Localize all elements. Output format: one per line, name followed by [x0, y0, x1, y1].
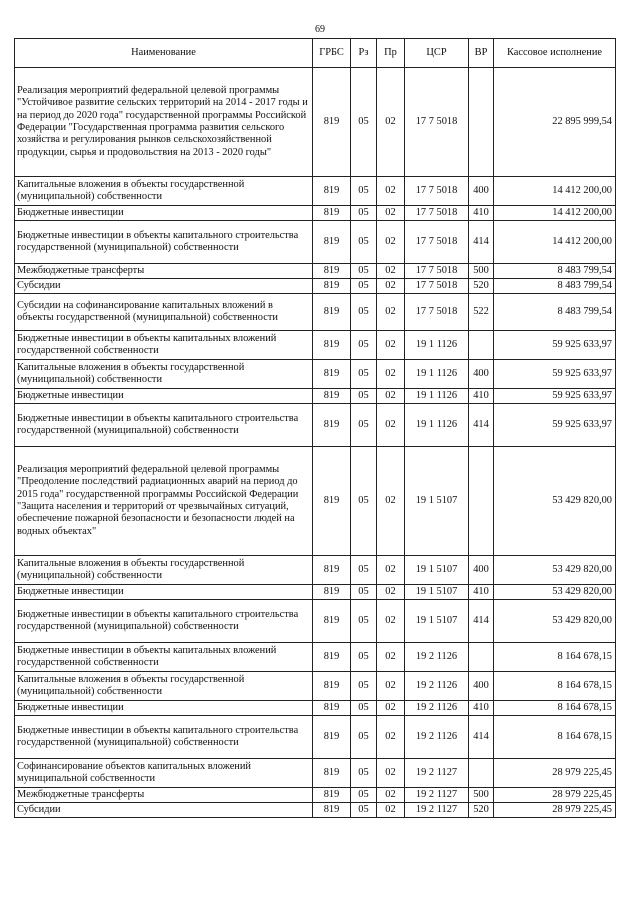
cell-amount: 22 895 999,54 [494, 68, 616, 177]
cell-amount: 8 164 678,15 [494, 643, 616, 672]
cell-pr: 02 [377, 556, 405, 585]
cell-pr: 02 [377, 68, 405, 177]
cell-vr: 414 [469, 221, 494, 264]
table-row [15, 68, 616, 177]
cell-name: Софинансирование объектов капитальных вложений муниципальной собственности [15, 759, 313, 788]
table-row [15, 759, 616, 788]
cell-csr: 19 1 1126 [405, 389, 469, 404]
cell-csr: 19 2 1126 [405, 672, 469, 701]
cell-pr: 02 [377, 389, 405, 404]
cell-pr: 02 [377, 600, 405, 643]
cell-grbs: 819 [313, 279, 351, 294]
header-rz: Рз [351, 39, 377, 68]
cell-name: Бюджетные инвестиции в объекты капитальных вложений государственной собственности [15, 331, 313, 360]
header-pr: Пр [377, 39, 405, 68]
table-row [15, 279, 616, 294]
cell-rz: 05 [351, 585, 377, 600]
cell-csr: 19 2 1126 [405, 643, 469, 672]
cell-name: Реализация мероприятий федеральной целевой программы "Преодоление последствий радиационных аварий на период до 2015 года" государственной программы Российской Федерации "Защита населения и территорий от чрезвычайных ситуаций, обеспечение пожарной безопасности и безопасности людей на водных объектах" [15, 447, 313, 556]
cell-grbs: 819 [313, 404, 351, 447]
cell-pr: 02 [377, 803, 405, 818]
cell-rz: 05 [351, 360, 377, 389]
table-row [15, 404, 616, 447]
cell-amount: 14 412 200,00 [494, 221, 616, 264]
table-row [15, 672, 616, 701]
cell-grbs: 819 [313, 206, 351, 221]
cell-name: Субсидии [15, 279, 313, 294]
table-header-row [15, 39, 616, 68]
table-row [15, 788, 616, 803]
cell-pr: 02 [377, 294, 405, 331]
cell-csr: 17 7 5018 [405, 264, 469, 279]
cell-name: Бюджетные инвестиции [15, 585, 313, 600]
cell-pr: 02 [377, 279, 405, 294]
cell-csr: 19 1 5107 [405, 447, 469, 556]
cell-csr: 19 1 5107 [405, 585, 469, 600]
cell-csr: 17 7 5018 [405, 177, 469, 206]
cell-pr: 02 [377, 177, 405, 206]
cell-name: Бюджетные инвестиции [15, 701, 313, 716]
cell-name: Капитальные вложения в объекты государственной (муниципальной) собственности [15, 360, 313, 389]
cell-name: Субсидии [15, 803, 313, 818]
header-grbs: ГРБС [313, 39, 351, 68]
cell-vr: 400 [469, 672, 494, 701]
cell-rz: 05 [351, 701, 377, 716]
page-number: 69 [315, 24, 325, 35]
header-csr: ЦСР [405, 39, 469, 68]
cell-rz: 05 [351, 643, 377, 672]
cell-rz: 05 [351, 600, 377, 643]
table-row [15, 643, 616, 672]
cell-csr: 19 1 1126 [405, 331, 469, 360]
cell-csr: 19 1 1126 [405, 404, 469, 447]
cell-rz: 05 [351, 672, 377, 701]
cell-grbs: 819 [313, 701, 351, 716]
cell-grbs: 819 [313, 585, 351, 600]
budget-execution-table [14, 38, 616, 818]
cell-csr: 19 2 1126 [405, 716, 469, 759]
cell-rz: 05 [351, 389, 377, 404]
table-body [15, 68, 616, 818]
table-row [15, 360, 616, 389]
cell-name: Капитальные вложения в объекты государственной (муниципальной) собственности [15, 556, 313, 585]
cell-name: Субсидии на софинансирование капитальных вложений в объекты государственной (муниципальной) собственности [15, 294, 313, 331]
cell-grbs: 819 [313, 788, 351, 803]
cell-pr: 02 [377, 331, 405, 360]
cell-amount: 8 164 678,15 [494, 672, 616, 701]
cell-pr: 02 [377, 585, 405, 600]
cell-grbs: 819 [313, 600, 351, 643]
cell-name: Бюджетные инвестиции [15, 389, 313, 404]
cell-rz: 05 [351, 279, 377, 294]
table-row [15, 600, 616, 643]
cell-rz: 05 [351, 788, 377, 803]
cell-pr: 02 [377, 759, 405, 788]
cell-vr: 520 [469, 803, 494, 818]
cell-amount: 59 925 633,97 [494, 389, 616, 404]
cell-amount: 8 483 799,54 [494, 279, 616, 294]
cell-csr: 19 1 5107 [405, 556, 469, 585]
table-row [15, 585, 616, 600]
cell-amount: 59 925 633,97 [494, 404, 616, 447]
cell-amount: 8 483 799,54 [494, 264, 616, 279]
table-row [15, 389, 616, 404]
cell-grbs: 819 [313, 759, 351, 788]
table-row [15, 556, 616, 585]
cell-rz: 05 [351, 556, 377, 585]
cell-grbs: 819 [313, 68, 351, 177]
cell-amount: 53 429 820,00 [494, 600, 616, 643]
cell-pr: 02 [377, 221, 405, 264]
header-name: Наименование [15, 39, 313, 68]
cell-pr: 02 [377, 264, 405, 279]
cell-csr: 19 2 1127 [405, 759, 469, 788]
cell-name: Бюджетные инвестиции в объекты капитального строительства государственной (муниципальной) собственности [15, 600, 313, 643]
table-row [15, 331, 616, 360]
cell-csr: 17 7 5018 [405, 294, 469, 331]
table-row [15, 206, 616, 221]
table-row [15, 803, 616, 818]
table-row [15, 221, 616, 264]
cell-name: Бюджетные инвестиции в объекты капитального строительства государственной (муниципальной) собственности [15, 221, 313, 264]
cell-vr: 400 [469, 556, 494, 585]
cell-vr: 414 [469, 404, 494, 447]
cell-grbs: 819 [313, 264, 351, 279]
table-row [15, 177, 616, 206]
table-row [15, 716, 616, 759]
cell-vr [469, 447, 494, 556]
cell-vr: 410 [469, 701, 494, 716]
cell-name: Капитальные вложения в объекты государственной (муниципальной) собственности [15, 177, 313, 206]
cell-csr: 19 2 1127 [405, 803, 469, 818]
cell-vr: 400 [469, 177, 494, 206]
cell-csr: 17 7 5018 [405, 279, 469, 294]
cell-vr: 500 [469, 788, 494, 803]
cell-pr: 02 [377, 672, 405, 701]
cell-name: Бюджетные инвестиции [15, 206, 313, 221]
cell-name: Бюджетные инвестиции в объекты капитального строительства государственной (муниципальной) собственности [15, 404, 313, 447]
cell-grbs: 819 [313, 556, 351, 585]
cell-vr: 500 [469, 264, 494, 279]
cell-amount: 8 164 678,15 [494, 716, 616, 759]
cell-amount: 53 429 820,00 [494, 585, 616, 600]
cell-amount: 28 979 225,45 [494, 788, 616, 803]
cell-rz: 05 [351, 264, 377, 279]
cell-vr: 414 [469, 716, 494, 759]
cell-grbs: 819 [313, 360, 351, 389]
cell-rz: 05 [351, 447, 377, 556]
cell-name: Капитальные вложения в объекты государственной (муниципальной) собственности [15, 672, 313, 701]
table-row [15, 701, 616, 716]
cell-name: Межбюджетные трансферты [15, 788, 313, 803]
cell-vr [469, 643, 494, 672]
cell-grbs: 819 [313, 221, 351, 264]
cell-vr: 414 [469, 600, 494, 643]
header-amount: Кассовое исполнение [494, 39, 616, 68]
cell-grbs: 819 [313, 177, 351, 206]
cell-rz: 05 [351, 716, 377, 759]
cell-name: Межбюджетные трансферты [15, 264, 313, 279]
cell-csr: 19 2 1127 [405, 788, 469, 803]
cell-amount: 28 979 225,45 [494, 759, 616, 788]
cell-pr: 02 [377, 404, 405, 447]
cell-csr: 19 2 1126 [405, 701, 469, 716]
cell-amount: 8 164 678,15 [494, 701, 616, 716]
cell-grbs: 819 [313, 389, 351, 404]
cell-pr: 02 [377, 643, 405, 672]
table-row [15, 294, 616, 331]
cell-csr: 17 7 5018 [405, 68, 469, 177]
cell-rz: 05 [351, 177, 377, 206]
cell-vr [469, 759, 494, 788]
cell-rz: 05 [351, 803, 377, 818]
cell-name: Бюджетные инвестиции в объекты капитального строительства государственной (муниципальной) собственности [15, 716, 313, 759]
cell-rz: 05 [351, 294, 377, 331]
cell-name: Бюджетные инвестиции в объекты капитальных вложений государственной собственности [15, 643, 313, 672]
cell-pr: 02 [377, 701, 405, 716]
cell-grbs: 819 [313, 294, 351, 331]
cell-vr: 410 [469, 206, 494, 221]
cell-pr: 02 [377, 206, 405, 221]
cell-rz: 05 [351, 68, 377, 177]
cell-grbs: 819 [313, 643, 351, 672]
cell-rz: 05 [351, 221, 377, 264]
cell-rz: 05 [351, 206, 377, 221]
cell-vr: 522 [469, 294, 494, 331]
cell-csr: 17 7 5018 [405, 221, 469, 264]
cell-grbs: 819 [313, 447, 351, 556]
cell-grbs: 819 [313, 716, 351, 759]
cell-vr: 520 [469, 279, 494, 294]
header-vr: ВР [469, 39, 494, 68]
cell-rz: 05 [351, 404, 377, 447]
cell-rz: 05 [351, 759, 377, 788]
cell-vr: 400 [469, 360, 494, 389]
cell-amount: 59 925 633,97 [494, 331, 616, 360]
cell-amount: 53 429 820,00 [494, 447, 616, 556]
cell-vr [469, 331, 494, 360]
cell-vr: 410 [469, 389, 494, 404]
cell-amount: 28 979 225,45 [494, 803, 616, 818]
cell-pr: 02 [377, 716, 405, 759]
cell-csr: 17 7 5018 [405, 206, 469, 221]
cell-name: Реализация мероприятий федеральной целевой программы "Устойчивое развитие сельских территорий на 2014 - 2017 годы и на период до 2020 года" государственной программы Российской Федерации "Государственная программа развития сельского хозяйства и регулирования рынков сельскохозяйственной продукции, сырья и продовольствия на 2013 - 2020 годы" [15, 68, 313, 177]
cell-amount: 8 483 799,54 [494, 294, 616, 331]
cell-grbs: 819 [313, 331, 351, 360]
cell-amount: 53 429 820,00 [494, 556, 616, 585]
cell-amount: 59 925 633,97 [494, 360, 616, 389]
cell-grbs: 819 [313, 672, 351, 701]
table-row [15, 447, 616, 556]
cell-vr [469, 68, 494, 177]
cell-csr: 19 1 1126 [405, 360, 469, 389]
table-row [15, 264, 616, 279]
cell-pr: 02 [377, 788, 405, 803]
cell-grbs: 819 [313, 803, 351, 818]
cell-vr: 410 [469, 585, 494, 600]
cell-amount: 14 412 200,00 [494, 177, 616, 206]
cell-rz: 05 [351, 331, 377, 360]
cell-amount: 14 412 200,00 [494, 206, 616, 221]
cell-pr: 02 [377, 447, 405, 556]
cell-pr: 02 [377, 360, 405, 389]
cell-csr: 19 1 5107 [405, 600, 469, 643]
